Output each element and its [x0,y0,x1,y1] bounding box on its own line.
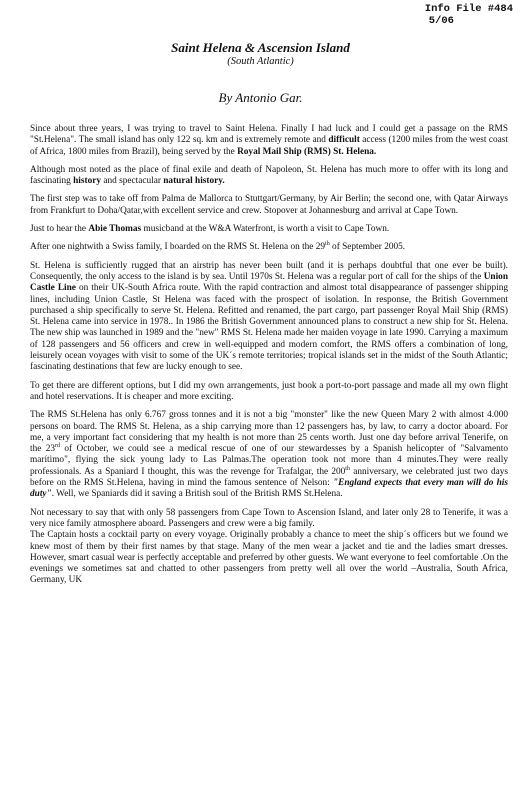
paragraph-3: The first step was to take off from Palma de Mallorca to Stuttgart/Germany, by Air Berlin; the second one, with Qatar Airways from Frankfurt to Doha/Qatar,with excellent service and crew. Stopover at Johannesburg and arrival at Cape Town. [30,194,508,216]
title-block [0,40,521,68]
info-file-number: Info File #484 [424,3,513,15]
paragraph-2: Although most noted as the place of final exile and death of Napoleon, St. Helena has much more to offer with its long and fascinating history and spectacular natural history. [30,164,508,187]
document-subtitle: (South Atlantic) [227,56,294,67]
author-line: By Antonio Gar. [218,90,303,105]
paragraph-1: Since about three years, I was trying to travel to Saint Helena. Finally I had luck and I could get a passage on the RMS "St.Helena". The small island has only 122 sq. km and is extremely remote and difficult access (1200 miles from the west coast of Africa, 1800 miles from Brazil), being served by the Royal Mail Ship (RMS) St. Helena. [30,124,508,157]
paragraph-5: After one nightwith a Swiss family, I boarded on the RMS St. Helena on the 29th of September 2005. [30,241,406,253]
file-reference [425,3,513,27]
paragraph-6: St. Helena is sufficiently rugged that an airstrip has never been built (and it is perhaps doubtful that one ever be built). Consequently, the only access to the island is by sea. Until 1970s St. Helena was a regular port of call for the ships of the Union Castle Line on their UK-South Africa route. With the rapid contraction and almost total disappearance of passenger shipping lines, including Union Castle, St Helena was faced with the prospect of isolation. In response, the British Government purchased a ship specifically to serve St. Helena. Refitted and renamed, the part cargo, part passenger Royal Mail Ship (RMS) St. Helena came into service in 1978.. In 1986 the British Government announced plans to construct a new ship for St. Helena. The new ship was launched in 1989 and the "new" RMS St. Helena made her maiden voyage in late 1990. Carrying a maximum of 128 passengers and 56 officers and crew in well-equipped and modern comfort, the RMS offers a combination of long, leisurely ocean voyages with visit to some of the UK´s remote territories; tropical islands set in the midst of the South Atlantic; fascinating destinations that few are lucky enough to see. [30,260,508,373]
article-body [30,124,508,594]
paragraph-10: The Captain hosts a cocktail party on every voyage. Originally probably a chance to meet the ship´s officers but we found we knew most of them by their first names by that stage. Many of the men wear a jacket and tie and the ladies smart dresses. However, smart casual wear is perfectly acceptable and preferred by other guests. We want everyone to feel comfortable .On the evenings we sometimes sat and chatted to other passengers from pretty well all over the world –Australia, South Africa, Germany, UK [30,530,508,586]
paragraph-9: Not necessary to say that with only 58 passengers from Cape Town to Ascension Island, and later only 28 to Tenerife, it was a very nice family atmosphere aboard. Passengers and crew were a big family. [30,507,508,529]
paragraph-8: The RMS St.Helena has only 6.767 gross tonnes and it is not a big "monster" like the new Queen Mary 2 with almost 4.000 persons on board. The RMS St. Helena, as a ship carrying more than 12 passengers has, by law, to carry a doctor aboard. For me, a very important fact considering that my health is not more than 25 cents worth. Just one day before arrival Tenerife, on the 23rd of October, we could see a medical rescue of one of our stewardesses by a Spanish helicopter of "Salvamento marítimo", flying the sick young lady to Las Palmas.The operation took not more than 4 minutes.They were really professionals. As a Spaniard I thought, this was the revenge for Trafalgar, the 200th anniversary, we celebrated just two days before on the RMS St.Helena, having in mind the famous sentence of Nelson: "England expects that every man will do his duty". Well, we Spaniards did it saving a British soul of the British RMS St.Helena. [30,410,509,500]
paragraph-4: Just to hear the Abie Thomas musicband at the W&A Waterfront, is worth a visit to Cape Town. [30,224,390,235]
document-title: Saint Helena & Ascension Island [171,40,350,55]
paragraph-7: To get there are different options, but I did my own arrangements, just book a port-to-port passage and made all my own flight and hotel reservations. It is cheaper and more exciting. [30,380,508,402]
file-date: 5/06 [428,15,454,27]
